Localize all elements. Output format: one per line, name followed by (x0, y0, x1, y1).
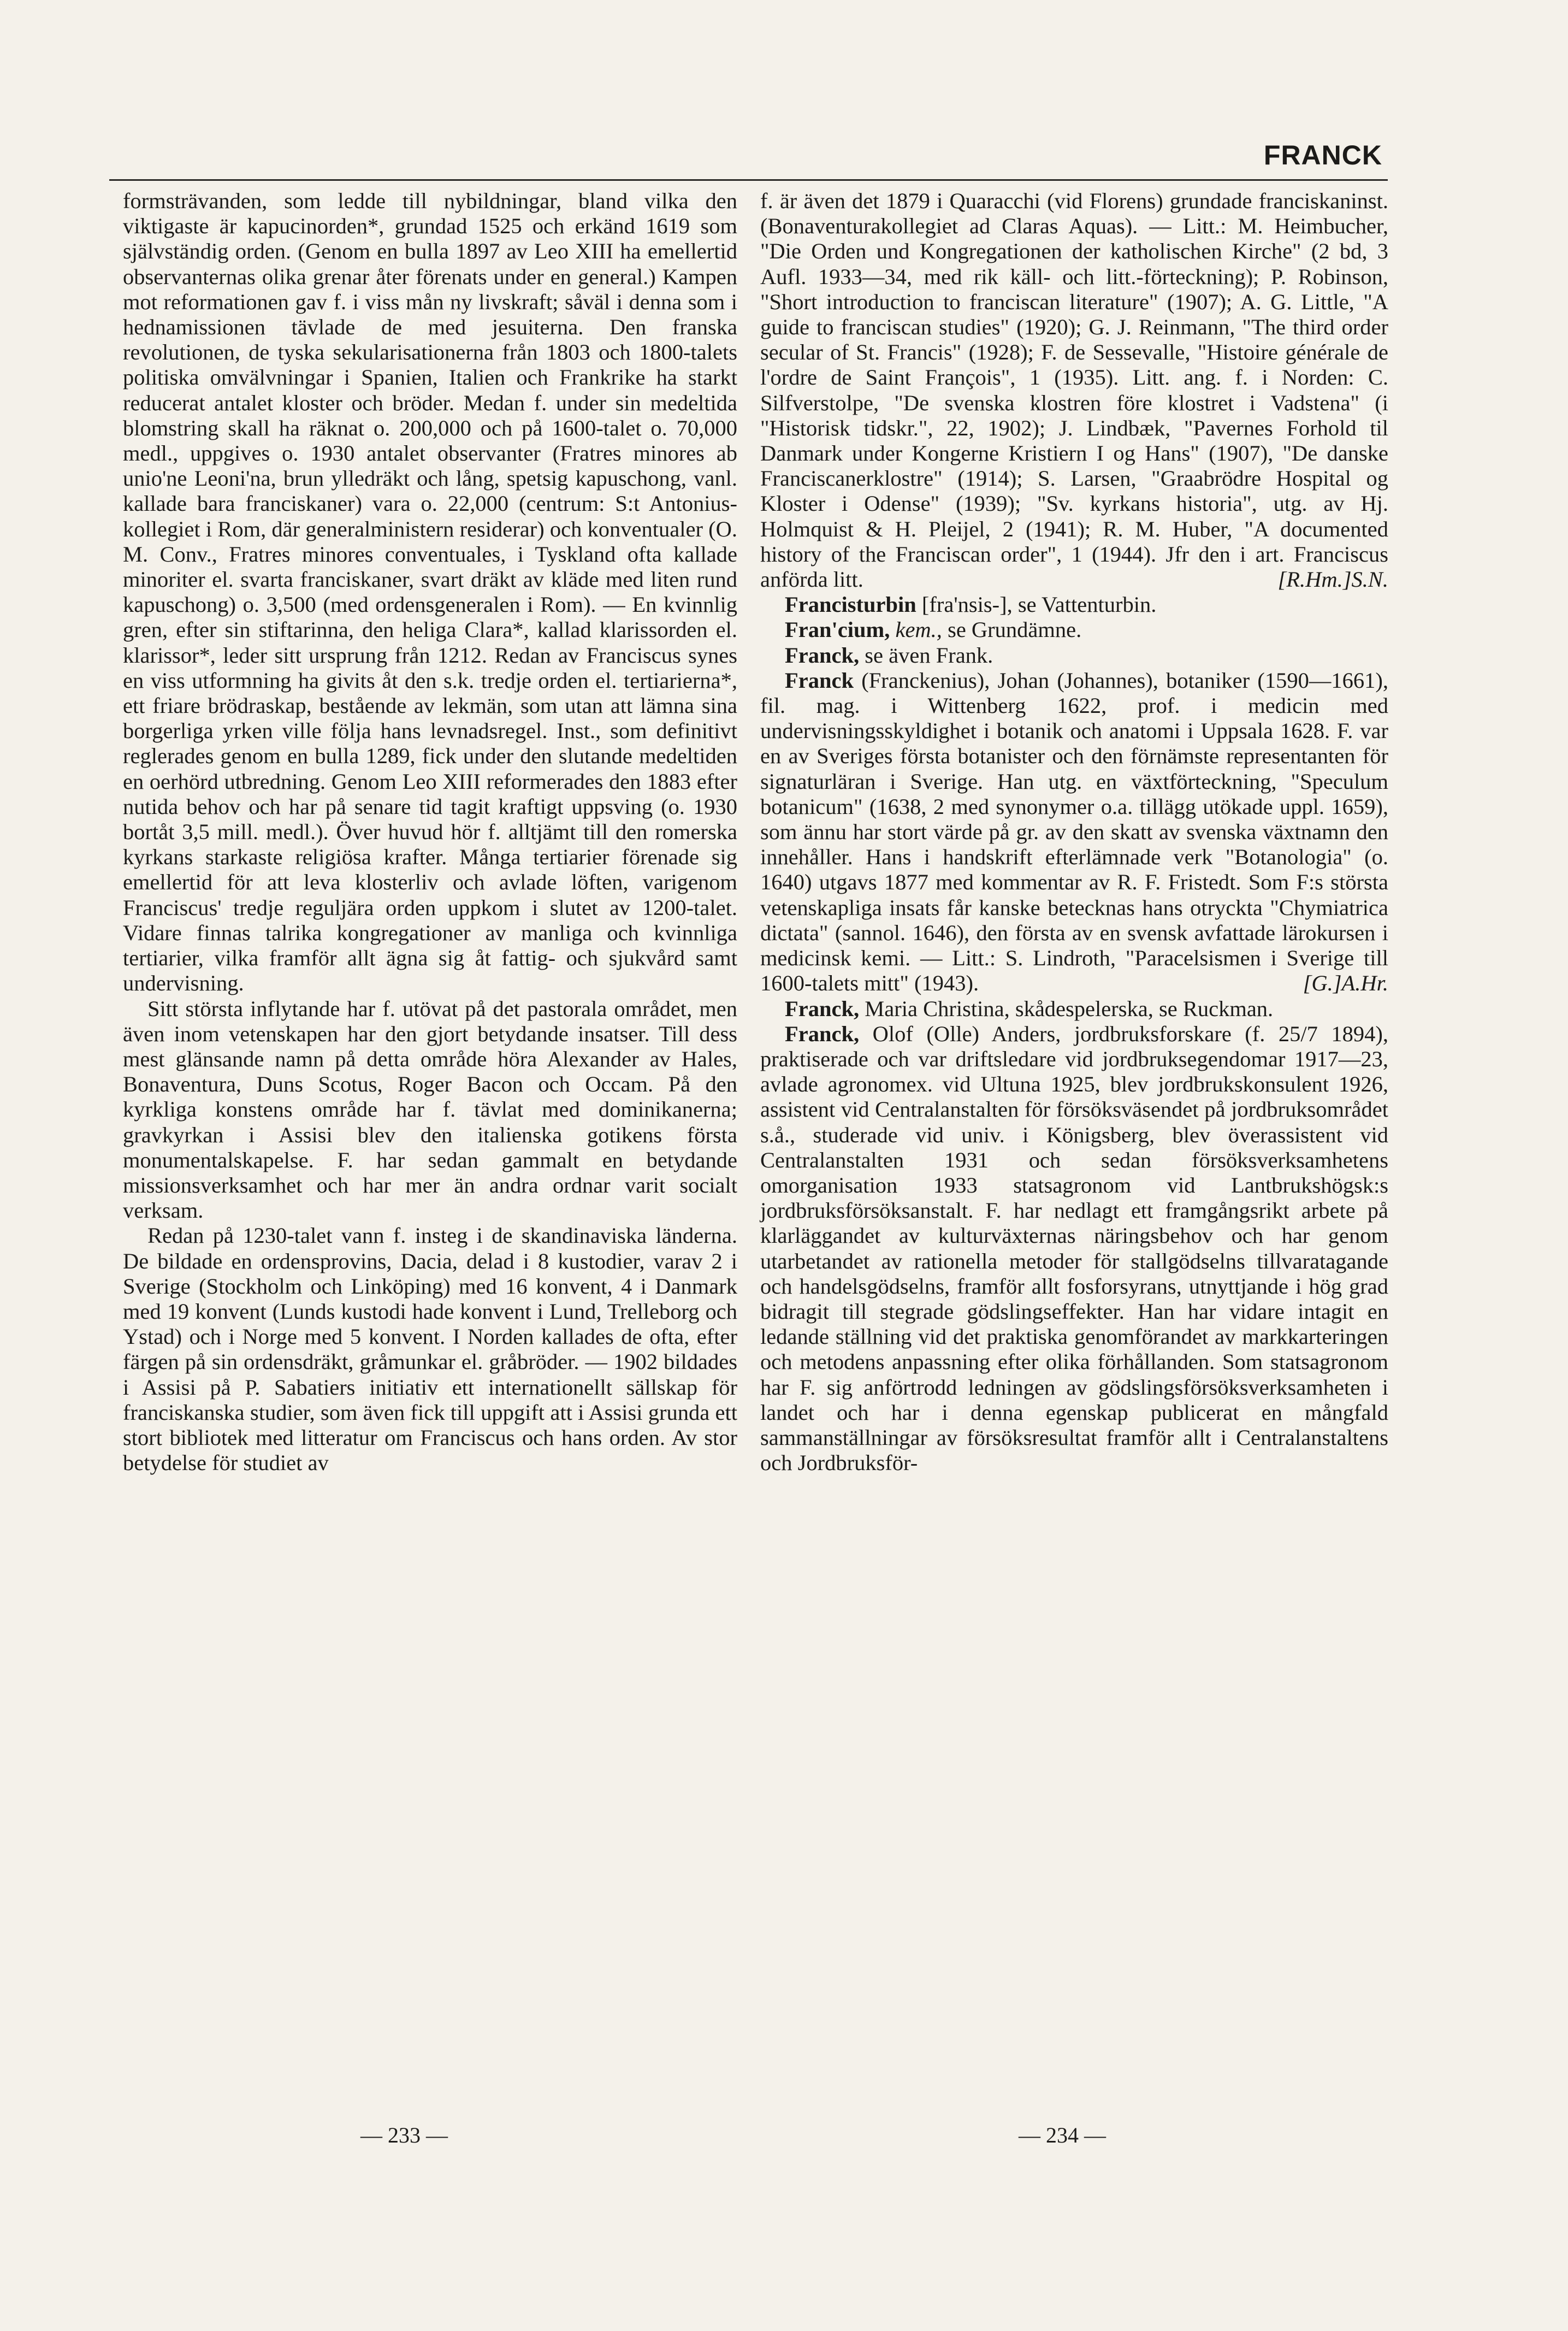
entry-text: [fra'nsis-], se Vattenturbin. (916, 592, 1157, 617)
entry (760, 996, 1388, 1022)
headword: Fran'cium, (785, 617, 890, 642)
headword: Francisturbin (785, 592, 916, 617)
headword: Franck, (785, 642, 860, 668)
paragraph: Redan på 1230-talet vann f. insteg i de skandinaviska länderna. De bildade en ordensprovins, Dacia, delad i 8 kustodier, varav 2 i Sverige (Stockholm och Linköping) med 16 konvent, 4 i Danmark med 19 konvent (Lunds kustodi hade konvent i Lund, Trelleborg och Ystad) och i Norge med 5 konvent. I Norden kallades de ofta, efter färgen på sin ordensdräkt, gråmunkar el. gråbröder. — 1902 bildades i Assisi på P. Sabatiers initiativ ett internationellt sällskap för franciskanska studier, som även fick till uppgift att i Assisi grunda ett stort bibliotek med litteratur om Franciscus och hans orden. Av stor betydelse för studiet av (123, 1223, 737, 1476)
entry-text: (Franckenius), Johan (Johannes), botaniker (1590—1661), fil. mag. i Wittenberg 1622, prof. i medicin med undervisningsskyldighet i botanik och anatomi i Uppsala 1628. F. var en av Sveriges första botanister och den förnämste representanten för signaturläran i Sverige. Han utg. en växtförteckning, "Speculum botanicum" (1638, 2 med synonymer o.a. tillägg utökade uppl. 1659), som ännu har stort värde på gr. av den skatt av svenska växtnamn den innehåller. Hans i handskrift efterlämnade verk "Botanologia" (o. 1640) utgavs 1877 med kommentar av R. F. Fristedt. Som F:s största vetenskapliga insats får kanske betecknas hans otryckta "Chymiatrica dictata" (sannol. 1646), den första av en svensk avfattade lärokursen i medicinsk kemi. — Litt.: S. Lindroth, "Paracelsismen i Sverige till 1600-talets mitt" (1943). (760, 668, 1388, 996)
running-head: FRANCK (1263, 140, 1382, 170)
entry (760, 668, 1388, 996)
right-column (760, 188, 1388, 1476)
author-signature: [R.Hm.]S.N. (1277, 567, 1388, 592)
entry (760, 592, 1388, 617)
header-rule (109, 179, 1388, 181)
author-signature: [G.]A.Hr. (1303, 971, 1388, 996)
paragraph: formsträvanden, som ledde till nybildningar, bland vilka den viktigaste är kapucinorden*, grundad 1525 och erkänd 1619 som självständig orden. (Genom en bulla 1897 av Leo XIII ha emellertid observanternas olika grenar åter förenats under en general.) Kampen mot reformationen gav f. i viss mån ny livskraft; såväl i denna som i hednamissionen tävlade de med jesuiterna. Den franska revolutionen, de tyska sekularisationerna från 1803 och 1800-talets politiska omvälvningar i Spanien, Italien och Frankrike ha starkt reducerat antalet kloster och bröder. Medan f. under sin medeltida blomstring skall ha räknat o. 200,000 och på 1600-talet o. 70,000 medl., uppgives o. 1930 antalet observanter (Fratres minores ab unio'ne Leoni'na, brun ylledräkt och lång, spetsig kapuschong, vanl. kallade bara franciskaner) vara o. 22,000 (centrum: S:t Antonius-kollegiet i Rom, där generalministern residerar) och konventualer (O. M. Conv., Fratres minores conventuales, i Tyskland ofta kallade minoriter el. svarta franciskaner, svart dräkt av kläde med liten rund kapuschong) o. 3,500 (med ordensgeneralen i Rom). — En kvinnlig gren, efter sin stiftarinna, den heliga Clara*, kallad klarissorden el. klarissor*, leder sitt ursprung från 1212. Redan av Franciscus synes en viss utformning ha givits åt den s.k. tredje orden el. tertiarierna*, ett friare brödraskap, bestående av lekmän, som utan att lämna sina borgerliga yrken ville följa hans levnadsregel. Inst., som definitivt reglerades genom en bulla 1289, fick under den slutande medeltiden en oerhörd utbredning. Genom Leo XIII reformerades den 1883 efter nutida behov och har på senare tid tagit kraftigt uppsving (o. 1930 bortåt 3,5 mill. medl.). Över huvud hör f. alltjämt till den romerska kyrkans starkaste religiösa krafter. Många tertiarier förenade sig emellertid för att leva klosterliv och avlade löften, varigenom Franciscus' tredje reguljära orden uppkom i slutet av 1200-talet. Vidare finnas talrika kongregationer av manliga och kvinnliga tertiarier, vilka framför allt ägna sig åt fattig- och sjukvård samt undervisning. (123, 188, 737, 996)
literature-paragraph (760, 188, 1388, 592)
entry (760, 1022, 1388, 1476)
entry-text: se även Frank. (859, 642, 993, 668)
entry-text: se Grundämne. (942, 617, 1082, 642)
page-number-right: — 234 — (1019, 2123, 1106, 2147)
entry-text: Olof (Olle) Anders, jordbruksforskare (f. 25/7 1894), praktiserade och var driftsledare vid jordbruksegendomar 1917—23, avlade agronomex. vid Ultuna 1925, blev jordbrukskonsulent 1926, assistent vid Centralanstalten för försöksväsendet på jordbruksområdet s.å., studerade vid univ. i Königsberg, blev överassistent vid Centralanstalten 1931 och sedan försöksverksamhetens omorganisation 1933 statsagronom vid Lantbrukshögsk:s jordbruksförsöksanstalt. F. har nedlagt ett framgångsrikt arbete på klarläggandet av kulturväxternas näringsbehov och har genom utarbetandet av rationella metoder för stallgödselns tillvaratagande och handelsgödselns, framför allt fosforsyrans, utnyttjande i hög grad bidragit till stegrade gödslingseffekter. Han har vidare intagit en ledande ställning vid det praktiska genomförandet av markkarteringen och metodens anpassning efter olika förhållanden. Som statsagronom har F. sig anförtrodd ledningen av gödslingsförsöksverksamheten i landet och har i denna egenskap publicerat en mångfald sammanställningar av försöksresultat framför allt i Centralanstaltens och Jordbruksför- (760, 1021, 1388, 1476)
headword: Franck, (785, 996, 860, 1021)
headword: Franck, (785, 1021, 860, 1046)
entry-text: Maria Christina, skådespelerska, se Ruckman. (859, 996, 1274, 1021)
headword: Franck (785, 668, 854, 693)
entry (760, 617, 1388, 642)
page-number-left: — 233 — (360, 2123, 448, 2147)
left-column (123, 188, 737, 1476)
paragraph: Sitt största inflytande har f. utövat på det pastorala området, men även inom vetenskapen har den gjort betydande insatser. Till dess mest glänsande namn på detta område höra Alexander av Hales, Bonaventura, Duns Scotus, Roger Bacon och Occam. På den kyrkliga konstens område har f. tävlat med dominikanerna; gravkyrkan i Assisi blev den italienska gotikens första monumentalskapelse. F. har sedan gammalt en betydande missionsverksamhet och har mer än andra ordnar varit socialt verksam. (123, 996, 737, 1223)
literature-text: f. är även det 1879 i Quaracchi (vid Florens) grundade franciskaninst. (Bonaventurakollegiet ad Claras Aquas). — Litt.: M. Heimbucher, "Die Orden und Kongregationen der katholischen Kirche" (2 bd, 3 Aufl. 1933—34, med rik käll- och litt.-förteckning); P. Robinson, "Short introduction to franciscan literature" (1907); A. G. Little, "A guide to franciscan studies" (1920); G. J. Reinmann, "The third order secular of St. Francis" (1928); F. de Sessevalle, "Histoire générale de l'ordre de Saint François", 1 (1935). Litt. ang. f. i Norden: C. Silfverstolpe, "De svenska klostren före klostret i Vadstena" (i "Historisk tidskr.", 22, 1902); J. Lindbæk, "Pavernes Forhold til Danmark under Kongerne Kristiern I og Hans" (1907), "De danske Franciscanerklostre" (1914); S. Larsen, "Graabrödre Hospital og Kloster i Odense" (1939); "Sv. kyrkans historia", utg. av Hj. Holmquist & H. Pleijel, 2 (1941); R. M. Huber, "A documented history of the Franciscan order", 1 (1944). Jfr den i art. Franciscus anförda litt. (760, 188, 1388, 592)
entry-field: kem., (895, 617, 942, 642)
entry (760, 643, 1388, 668)
